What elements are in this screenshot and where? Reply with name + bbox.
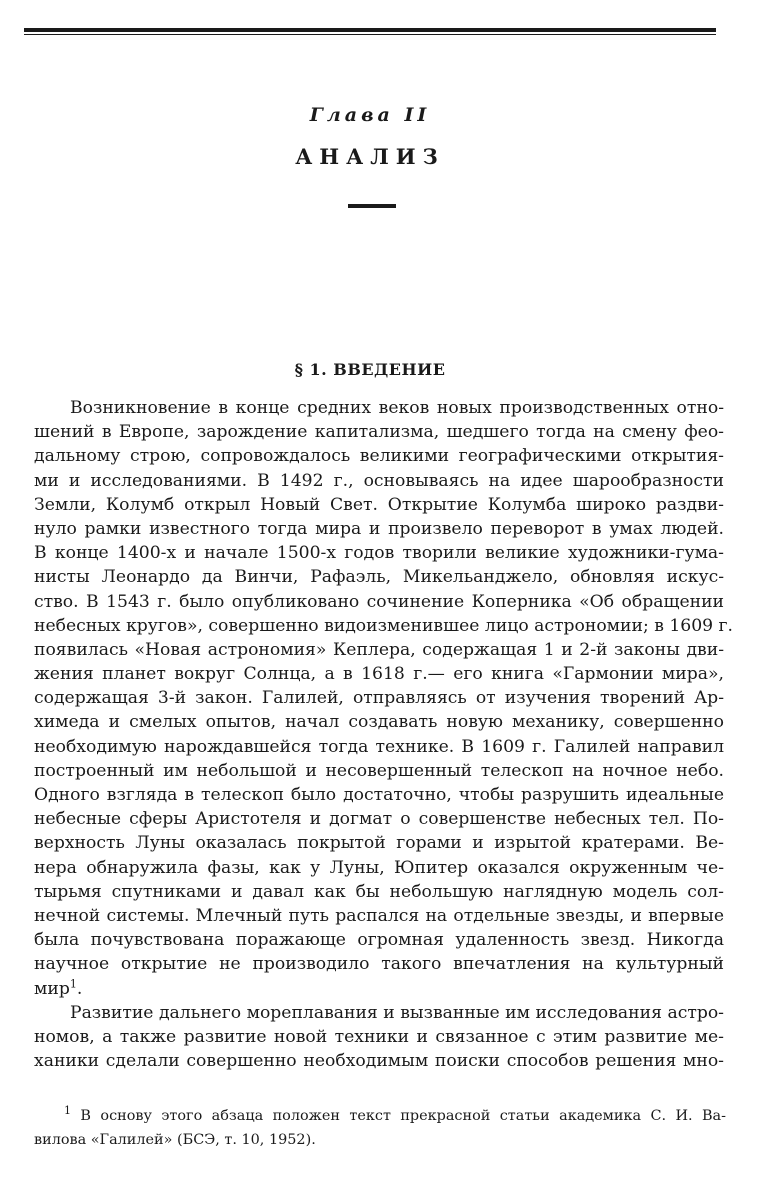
- text-line: Земли, Колумб открыл Новый Свет. Открытие Колумба широко раздви-: [34, 494, 724, 515]
- text-line: номов, а также развитие новой техники и связанное с этим развитие ме-: [34, 1026, 724, 1047]
- text-line: необходимую нарождавшейся тогда технике. В 1609 г. Галилей направил: [34, 736, 724, 757]
- text-line: появилась «Новая астрономия» Кеплера, содержащая 1 и 2-й законы дви-: [34, 639, 724, 660]
- footnote-line: вилова «Галилей» (БСЭ, т. 10, 1952).: [34, 1132, 316, 1148]
- text-line: Возникновение в конце средних веков новых производственных отно-: [70, 398, 724, 418]
- text-line: тырьмя спутниками и давал как бы небольшую наглядную модель сол-: [34, 881, 724, 902]
- text-line: нера обнаружила фазы, как у Луны, Юпитер оказался окруженным че-: [34, 857, 724, 878]
- title-divider: [348, 204, 396, 208]
- text-line: нуло рамки известного тогда мира и произвело переворот в умах людей.: [34, 518, 724, 539]
- top-rule: [24, 28, 716, 32]
- body-text: [34, 396, 734, 1073]
- text-line: нечной системы. Млечный путь распался на отдельные звезды, и впервые: [34, 905, 724, 926]
- text-line: В конце 1400-х и начале 1500-х годов творили великие художники-гума-: [34, 543, 724, 564]
- text-line: жения планет вокруг Солнца, а в 1618 г.— его книга «Гармонии мира»,: [34, 664, 724, 685]
- text-line: мир$^1$.: [34, 976, 83, 999]
- chapter-title: АНАЛИЗ: [295, 144, 445, 169]
- chapter-label: Глава II: [309, 104, 431, 126]
- text-line: содержащая 3-й закон. Галилей, отправляясь от изучения творений Ар-: [34, 688, 724, 709]
- text-line: шений в Европе, зарождение капитализма, шедшего тогда на смену фео-: [34, 422, 724, 443]
- text-line: дальному строю, сопровождалось великими географическими открытия-: [34, 446, 724, 467]
- footnote-text: В основу этого абзаца положен текст прекрасной статьи академика С. И. Ва-: [80, 1108, 726, 1124]
- text-line: построенный им небольшой и несовершенный телескоп на ночное небо.: [34, 760, 724, 781]
- text-line: небесных кругов», совершенно видоизменившее лицо астрономии; в 1609 г.: [34, 615, 734, 636]
- text-line: верхность Луны оказалась покрытой горами и изрытой кратерами. Ве-: [34, 833, 724, 854]
- text-line: ство. В 1543 г. было опубликовано сочинение Коперника «Об обращении: [34, 591, 724, 612]
- footnote-line: [34, 1104, 726, 1128]
- text-line: нисты Леонардо да Винчи, Рафаэль, Микельанджело, обновляя искус-: [34, 567, 724, 588]
- section-heading: § 1. ВВЕДЕНИЕ: [294, 360, 446, 379]
- text-line: ханики сделали совершенно необходимым поиски способов решения мно-: [34, 1051, 724, 1072]
- text-line: ми и исследованиями. В 1492 г., основываясь на идее шарообразности: [34, 470, 724, 491]
- text-line: Развитие дальнего мореплавания и вызванные им исследования астро-: [70, 1002, 724, 1023]
- text-line: небесные сферы Аристотеля и догмат о совершенстве небесных тел. По-: [34, 809, 724, 830]
- footnote-reference[interactable]: 1: [69, 976, 77, 990]
- text-line: научное открытие не производило такого впечатления на культурный: [34, 954, 724, 975]
- top-rule-thin: [24, 34, 716, 35]
- footnote: [34, 1104, 726, 1152]
- text-line: была почувствована поражающе огромная удаленность звезд. Никогда: [34, 930, 724, 951]
- footnote-number: 1: [64, 1104, 71, 1118]
- text-line: Одного взгляда в телескоп было достаточно, чтобы разрушить идеальные: [34, 785, 724, 805]
- text-line: химеда и смелых опытов, начал создавать новую механику, совершенно: [34, 712, 724, 733]
- paragraph-end-word: мир: [34, 978, 70, 999]
